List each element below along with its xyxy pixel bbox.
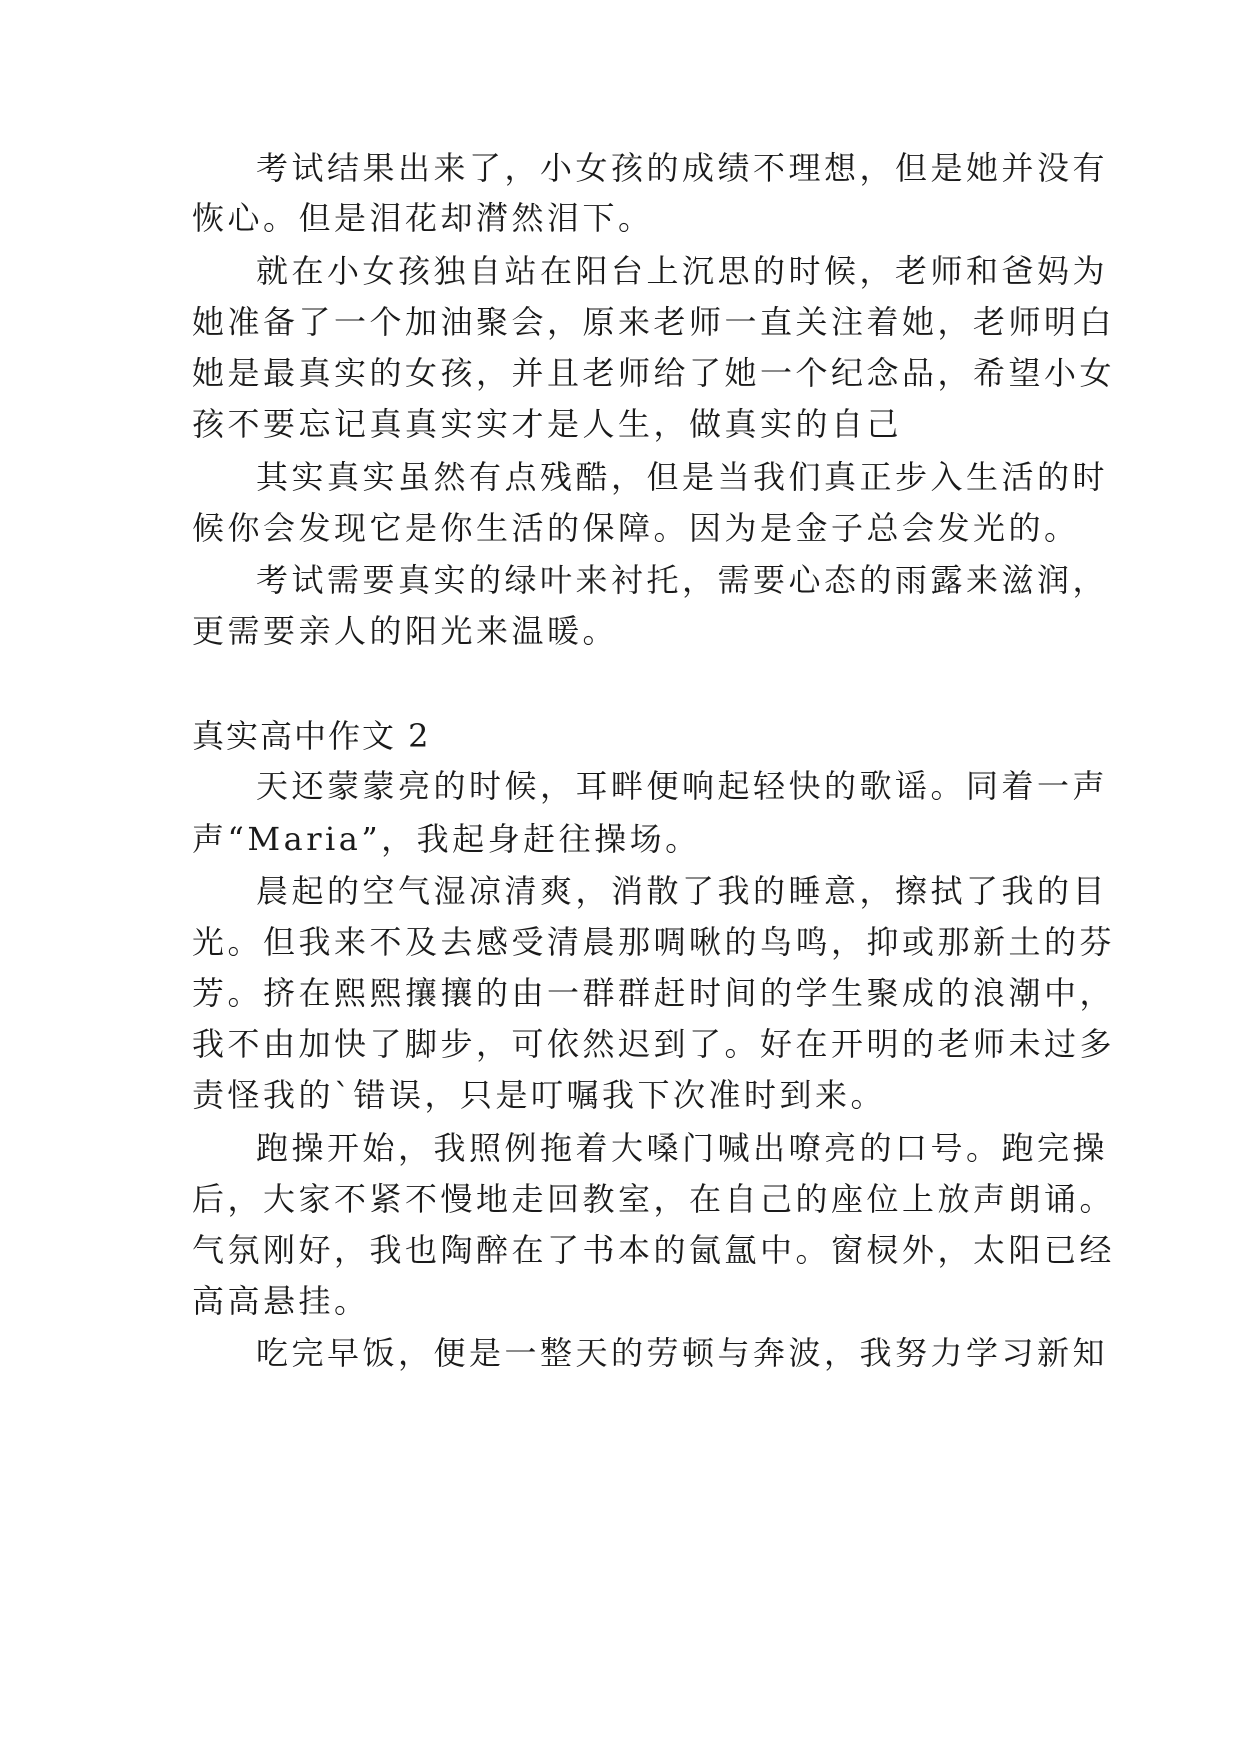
paragraph-line: 跑操开始，我照例拖着大嗓门喊出嘹亮的口号。跑完操 (256, 1129, 1109, 1167)
paragraph-line: 晨起的空气湿凉清爽，消散了我的睡意，擦拭了我的目 (256, 872, 1109, 910)
paragraph-line: 孩不要忘记真真实实才是人生，做真实的自己 (192, 405, 903, 443)
paragraph-line: 我不由加快了脚步，可依然迟到了。好在开明的老师未过多 (192, 1025, 1116, 1063)
paragraph-line: 考试结果出来了，小女孩的成绩不理想，但是她并没有 (256, 149, 1109, 187)
paragraph-line: 她是最真实的女孩，并且老师给了她一个纪念品，希望小女 (192, 354, 1116, 392)
paragraph-line: 芳。挤在熙熙攘攘的由一群群赶时间的学生聚成的浪潮中， (192, 974, 1116, 1012)
paragraph-line: 后，大家不紧不慢地走回教室，在自己的座位上放声朗诵。 (192, 1180, 1116, 1218)
paragraph-line: 更需要亲人的阳光来温暖。 (192, 612, 619, 650)
paragraph-line: 责怪我的`错误，只是叮嘱我下次准时到来。 (192, 1076, 887, 1114)
paragraph-line: 她准备了一个加油聚会，原来老师一直关注着她，老师明白 (192, 303, 1116, 341)
paragraph-line: 恢心。但是泪花却潸然泪下。 (192, 199, 654, 237)
paragraph-line: 光。但我来不及去感受清晨那啁啾的鸟鸣，抑或那新土的芬 (192, 923, 1116, 961)
paragraph-line: 其实真实虽然有点残酷，但是当我们真正步入生活的时 (256, 458, 1109, 496)
paragraph-line: 就在小女孩独自站在阳台上沉思的时候，老师和爸妈为 (256, 252, 1109, 290)
paragraph-line: 吃完早饭，便是一整天的劳顿与奔波，我努力学习新知 (256, 1334, 1109, 1372)
paragraph-line: 声“Maria”，我起身赶往操场。 (192, 820, 701, 858)
paragraph-line: 高高悬挂。 (192, 1282, 370, 1320)
paragraph-line: 考试需要真实的绿叶来衬托，需要心态的雨露来滋润， (256, 561, 1109, 599)
paragraph-line: 天还蒙蒙亮的时候，耳畔便响起轻快的歌谣。同着一声 (256, 767, 1109, 805)
section-heading: 真实高中作文 2 (192, 717, 431, 755)
paragraph-line: 候你会发现它是你生活的保障。因为是金子总会发光的。 (192, 509, 1080, 547)
paragraph-line: 气氛刚好，我也陶醉在了书本的氤氲中。窗棂外，太阳已经 (192, 1231, 1116, 1269)
